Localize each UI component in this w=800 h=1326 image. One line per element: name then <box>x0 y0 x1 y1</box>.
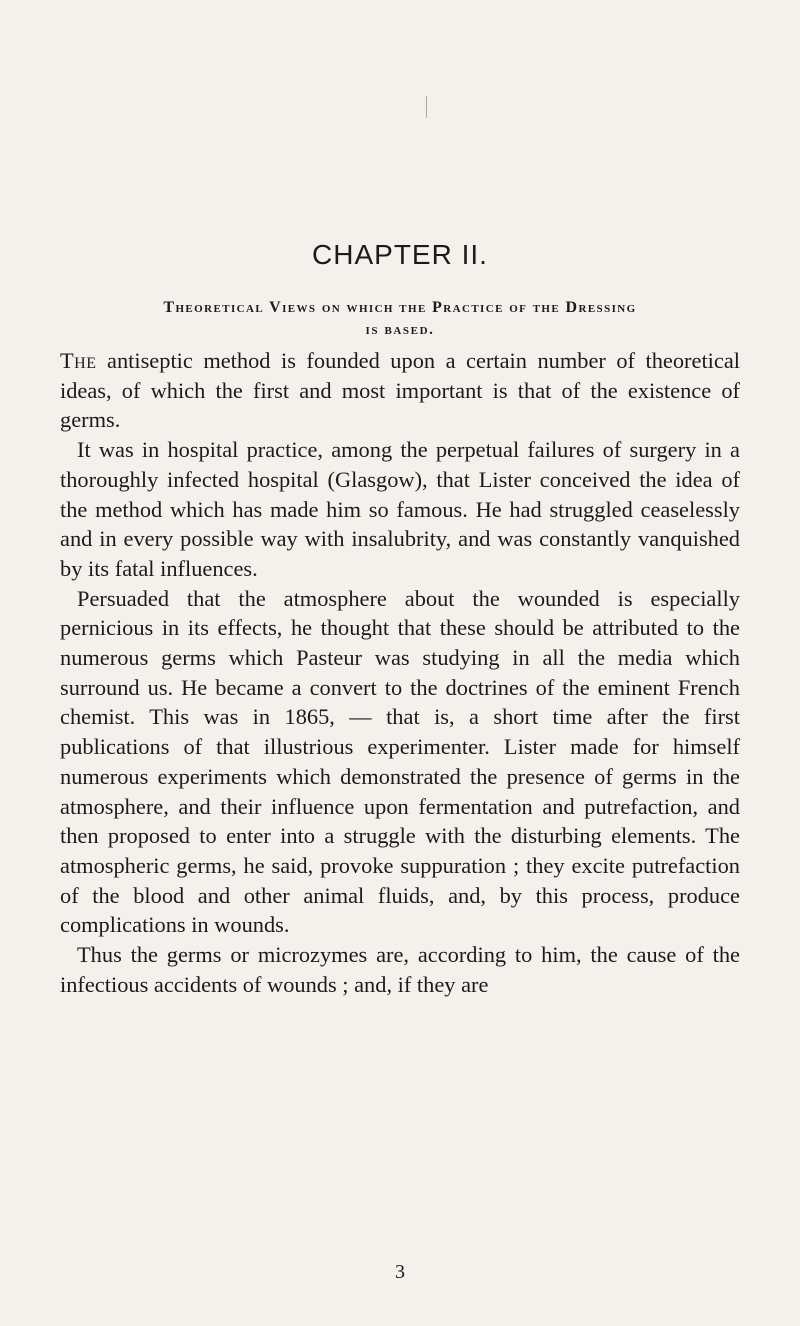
paragraph-4: Thus the germs or microzymes are, according to him, the cause of the infectious accidents of wounds ; and, if they are <box>60 942 740 997</box>
paragraph-3: Persuaded that the atmosphere about the wounded is especially pernicious in its effects, he thought that these should be attributed to the numerous germs which Pasteur was studying in all the media which surround us. He became a convert to the doctrines of the eminent French chemist. This was in 1865, — that is, a short time after the first publications of that illustrious experimenter. Lister made for himself numerous experiments which demonstrated the presence of germs in the atmosphere, and their influence upon fermentation and putrefaction, and then proposed to enter into a struggle with the disturbing elements. The atmospheric germs, he said, provoke suppuration ; they excite putrefaction of the blood and other animal fluids, and, by this process, produce complications in wounds. <box>60 585 740 938</box>
paragraph-1 <box>60 346 740 435</box>
subtitle-line-2: is based. <box>365 322 435 338</box>
chapter-title: CHAPTER II. <box>312 239 488 270</box>
subtitle-line-1: Theoretical Views on which the Practice of the Dressing <box>163 299 637 316</box>
paragraph-1-first-word: The <box>60 348 97 373</box>
chapter-subtitle <box>60 297 740 341</box>
page-number: 3 <box>395 1261 405 1283</box>
margin-mark <box>426 96 427 118</box>
paragraph-2: It was in hospital practice, among the perpetual failures of surgery in a thoroughly infected hospital (Glasgow), that Lister conceived the idea of the method which has made him so famous. He had struggled ceaselessly and in every possible way with insalubrity, and was constantly vanquished by its fatal influences. <box>60 437 740 581</box>
paragraph-1-text: antiseptic method is founded upon a certain number of theoretical ideas, of which the first and most important is that of the existence of germs. <box>60 348 740 433</box>
body-text <box>60 346 740 999</box>
